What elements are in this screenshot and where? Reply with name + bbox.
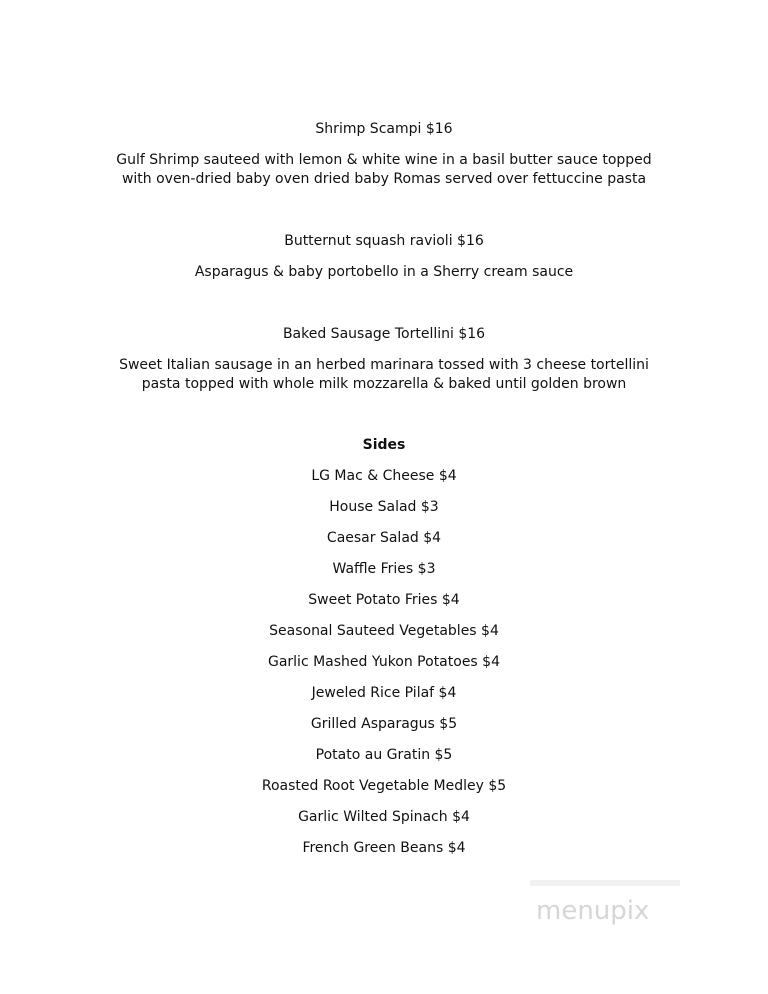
side-item: Caesar Salad $4 [326, 530, 442, 546]
menupix-watermark [528, 872, 688, 932]
dish-description: with oven-dried baby oven dried baby Romas served over fettuccine pasta [121, 171, 647, 187]
watermark-logo: menupix [536, 896, 650, 926]
dish-description: Asparagus & baby portobello in a Sherry cream sauce [194, 264, 574, 280]
side-item: LG Mac & Cheese $4 [311, 468, 457, 484]
side-item: Seasonal Sauteed Vegetables $4 [269, 623, 499, 639]
side-item: Garlic Mashed Yukon Potatoes $4 [267, 654, 500, 670]
watermark-bar [530, 880, 680, 886]
dish-description: pasta topped with whole milk mozzarella & baked until golden brown [141, 376, 627, 392]
side-item: Roasted Root Vegetable Medley $5 [261, 778, 507, 794]
side-item: Waffle Fries $3 [332, 561, 436, 577]
side-item: Potato au Gratin $5 [315, 747, 453, 763]
side-item: Garlic Wilted Spinach $4 [298, 809, 470, 825]
side-item: House Salad $3 [329, 499, 439, 515]
dish-description: Gulf Shrimp sauteed with lemon & white wine in a basil butter sauce topped [116, 152, 652, 168]
sides-heading: Sides [362, 437, 406, 453]
dish-title: Shrimp Scampi $16 [315, 121, 453, 137]
dish-title: Butternut squash ravioli $16 [284, 233, 484, 249]
side-item: Grilled Asparagus $5 [310, 716, 458, 732]
dish-description: Sweet Italian sausage in an herbed marinara tossed with 3 cheese tortellini [119, 357, 649, 373]
side-item: French Green Beans $4 [302, 840, 466, 856]
side-item: Sweet Potato Fries $4 [308, 592, 460, 608]
dish-title: Baked Sausage Tortellini $16 [282, 326, 486, 342]
side-item: Jeweled Rice Pilaf $4 [311, 685, 457, 701]
